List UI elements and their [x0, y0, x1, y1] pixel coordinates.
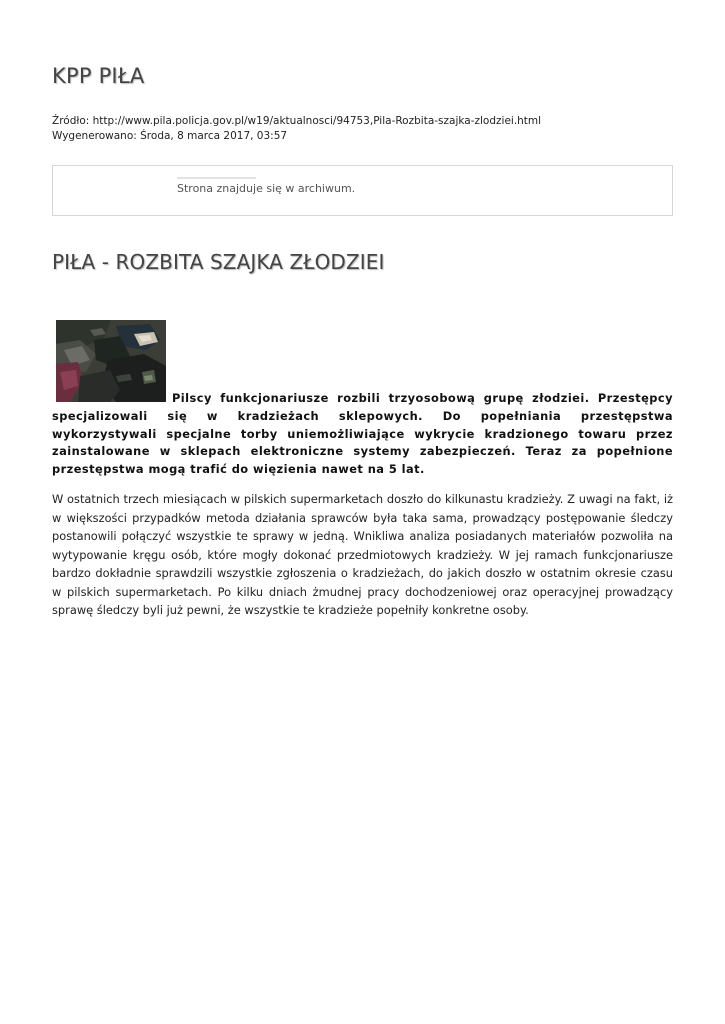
archive-notice [52, 165, 673, 216]
archive-notice-text: Strona znajduje się w archiwum. [177, 182, 356, 195]
notice-divider [177, 177, 256, 179]
article-body: W ostatnich trzech miesiącach w pilskich supermarketach doszło do kilkunastu kradzieży. Z uwagi na fakt, iż w większości przypadków metoda działania sprawców była taka sama, prowadzący postępowanie śledczy postanowili połączyć wszystkie te sprawy w jedną. Wnikliwa analiza posiadanych materiałów pozwoliła na wytypowanie kręgu osób, które mogły dokonać przedmiotowych kradzieży. W jej ramach funkcjonariusze bardzo dokładnie sprawdzili wszystkie zgłoszenia o kradzieżach, do jakich doszło w ostatnim okresie czasu w pilskich supermarketach. Po kilku dniach żmudnej pracy dochodzeniowej oraz operacyjnej prowadzący sprawę śledczy byli już pewni, że wszystkie te kradzieże popełniły konkretne osoby. [52, 492, 673, 617]
site-title: KPP PIŁA [52, 64, 145, 88]
document-meta [52, 114, 541, 143]
article-title: PIŁA - ROZBITA SZAJKA ZŁODZIEI [52, 250, 385, 274]
source-line: Źródło: http://www.pila.policja.gov.pl/w19/aktualnosci/94753,Pila-Rozbita-szajka-zlodziei.html [52, 115, 542, 127]
article-lead: Pilscy funkcjonariusze rozbili trzyosobową grupę złodziei. Przestępcy specjalizowali się w kradzieżach sklepowych. Do popełniania przestępstwa wykorzystywali specjalne torby uniemożliwiające wykrycie kradzionego towaru przez zainstalowane w sklepach elektroniczne systemy zabezpieczeń. Teraz za popełnione przestępstwa mogą trafić do więzienia nawet na 5 lat. [52, 391, 673, 477]
generated-line: Wygenerowano: Środa, 8 marca 2017, 03:57 [52, 129, 288, 142]
